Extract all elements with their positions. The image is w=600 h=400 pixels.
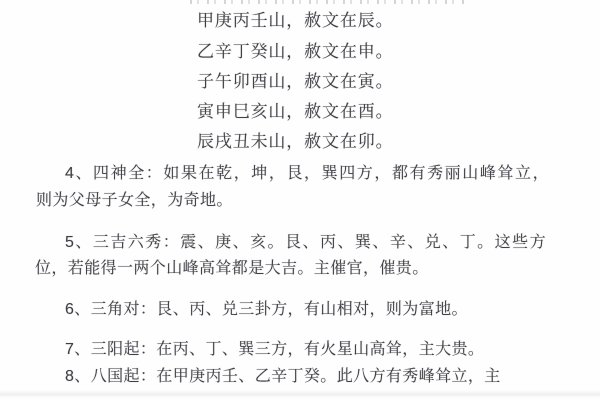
page-edge-shadow bbox=[0, 390, 600, 398]
shewen-list-line: 辰戌丑未山，赦文在卯。 bbox=[197, 132, 393, 151]
paragraph-5-line-2: 位，若能得一两个山峰高耸都是大吉。主催官，催贵。 bbox=[35, 260, 429, 277]
shewen-list-line: 子午卯酉山，赦文在寅。 bbox=[197, 72, 393, 91]
clipped-text-row bbox=[190, 0, 465, 4]
paragraph-4-line-2: 则为父母子女全，为奇地。 bbox=[36, 192, 233, 209]
shewen-list-line: 寅申巳亥山，赦文在酉。 bbox=[197, 102, 393, 121]
paragraph-5-line-1: 5、三吉六秀：震、庚、亥。艮、丙、巽、辛、兑、丁。这些方 bbox=[65, 234, 546, 251]
shewen-list-line: 乙辛丁癸山，赦文在申。 bbox=[197, 42, 393, 61]
paragraph-8-line-1: 8、八国起：在甲庚丙壬、乙辛丁癸。此八方有秀峰耸立，主 bbox=[65, 368, 501, 385]
paragraph-7-line-1: 7、三阳起：在丙、丁、巽三方，有火星山高耸，主大贵。 bbox=[65, 341, 485, 358]
shewen-list-line: 甲庚丙壬山，赦文在辰。 bbox=[197, 11, 393, 30]
paragraph-6-line-1: 6、三角对：艮、丙、兑三卦方，有山相对，则为富地。 bbox=[65, 301, 468, 318]
paragraph-4-line-1: 4、四神全：如果在乾，坤，艮，巽四方，都有秀丽山峰耸立， bbox=[65, 165, 549, 182]
